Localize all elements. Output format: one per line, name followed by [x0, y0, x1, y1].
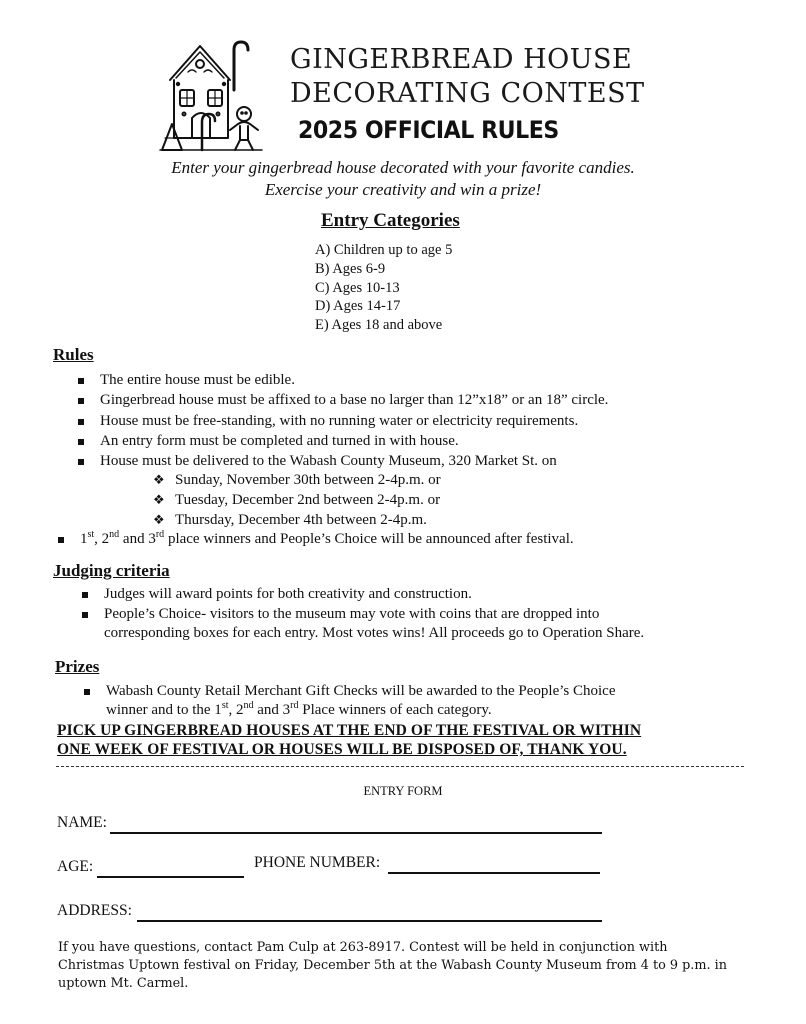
delivery-date-item: ❖ Thursday, December 4th between 2-4p.m.	[153, 512, 427, 528]
phone-label: PHONE NUMBER:	[254, 854, 381, 871]
phone-field[interactable]	[388, 872, 600, 874]
category-item: C) Ages 10-13	[315, 280, 400, 296]
diamond-bullet-icon: ❖	[153, 472, 165, 487]
judging-heading: Judging criteria	[53, 561, 170, 580]
rule-item: Gingerbread house must be affixed to a base no larger than 12”x18” or an 18” circle.	[100, 392, 608, 409]
rule-item: The entire house must be edible.	[100, 372, 295, 389]
categories-heading: Entry Categories	[321, 210, 460, 231]
pickup-notice-line-1: PICK UP GINGERBREAD HOUSES AT THE END OF THE FESTIVAL OR WITHIN	[57, 722, 642, 739]
name-field[interactable]	[110, 832, 602, 834]
delivery-date-item: ❖ Sunday, November 30th between 2-4p.m. or	[153, 472, 441, 488]
category-item: E) Ages 18 and above	[315, 317, 443, 333]
intro-line-1: Enter your gingerbread house decorated with your favorite candies.	[171, 158, 635, 177]
title-line-1: GINGERBREAD HOUSE	[290, 44, 633, 75]
bullet-icon	[78, 419, 84, 425]
winners-announcement: 1st, 2nd and 3rd place winners and People’s Choice will be announced after festival.	[80, 531, 574, 548]
age-field[interactable]	[97, 876, 244, 878]
prizes-heading: Prizes	[55, 657, 100, 676]
address-field[interactable]	[137, 920, 602, 922]
rule-item: House must be delivered to the Wabash County Museum, 320 Market St. on	[100, 453, 557, 470]
name-label: NAME:	[57, 814, 107, 831]
bullet-icon	[82, 612, 88, 618]
bullet-icon	[78, 378, 84, 384]
title-line-2: DECORATING CONTEST	[290, 78, 645, 109]
category-item: A) Children up to age 5	[315, 242, 453, 258]
prize-item-continued: winner and to the 1st, 2nd and 3rd Place winners of each category.	[106, 700, 492, 718]
rule-item: An entry form must be completed and turned in with house.	[100, 433, 459, 450]
bullet-icon	[78, 439, 84, 445]
bullet-icon	[82, 592, 88, 598]
delivery-date-item: ❖ Tuesday, December 2nd between 2-4p.m. or	[153, 492, 441, 508]
intro-line-2: Exercise your creativity and win a prize!	[264, 180, 542, 199]
entry-form-title: ENTRY FORM	[363, 784, 443, 798]
prize-item: Wabash County Retail Merchant Gift Checks will be awarded to the People’s Choice	[106, 683, 616, 700]
judging-item: Judges will award points for both creativity and construction.	[104, 586, 472, 603]
bullet-icon	[84, 689, 90, 695]
category-item: D) Ages 14-17	[315, 298, 401, 314]
judging-item: People’s Choice- visitors to the museum may vote with coins that are dropped into	[104, 606, 599, 623]
footer-line-3: uptown Mt. Carmel.	[58, 976, 189, 991]
diamond-bullet-icon: ❖	[153, 492, 165, 507]
category-item: B) Ages 6-9	[315, 261, 386, 277]
address-label: ADDRESS:	[57, 902, 132, 919]
rules-heading: Rules	[53, 345, 94, 364]
page-subtitle: 2025 OFFICIAL RULES	[298, 116, 559, 144]
footer-line-1: If you have questions, contact Pam Culp at 263-8917. Contest will be held in conjunction with	[58, 940, 668, 955]
diamond-bullet-icon: ❖	[153, 512, 165, 527]
gingerbread-house-icon	[158, 38, 268, 153]
age-label: AGE:	[57, 858, 94, 875]
pickup-notice-line-2: ONE WEEK OF FESTIVAL OR HOUSES WILL BE DISPOSED OF, THANK YOU.	[57, 741, 627, 758]
footer-line-2: Christmas Uptown festival on Friday, December 5th at the Wabash County Museum from 4 to 9 p.m. in	[58, 958, 727, 973]
bullet-icon	[58, 537, 64, 543]
bullet-icon	[78, 459, 84, 465]
rule-item: House must be free-standing, with no running water or electricity requirements.	[100, 413, 578, 430]
cut-line-divider	[56, 766, 744, 767]
bullet-icon	[78, 398, 84, 404]
judging-item-continued: corresponding boxes for each entry. Most votes wins! All proceeds go to Operation Share.	[104, 625, 645, 641]
